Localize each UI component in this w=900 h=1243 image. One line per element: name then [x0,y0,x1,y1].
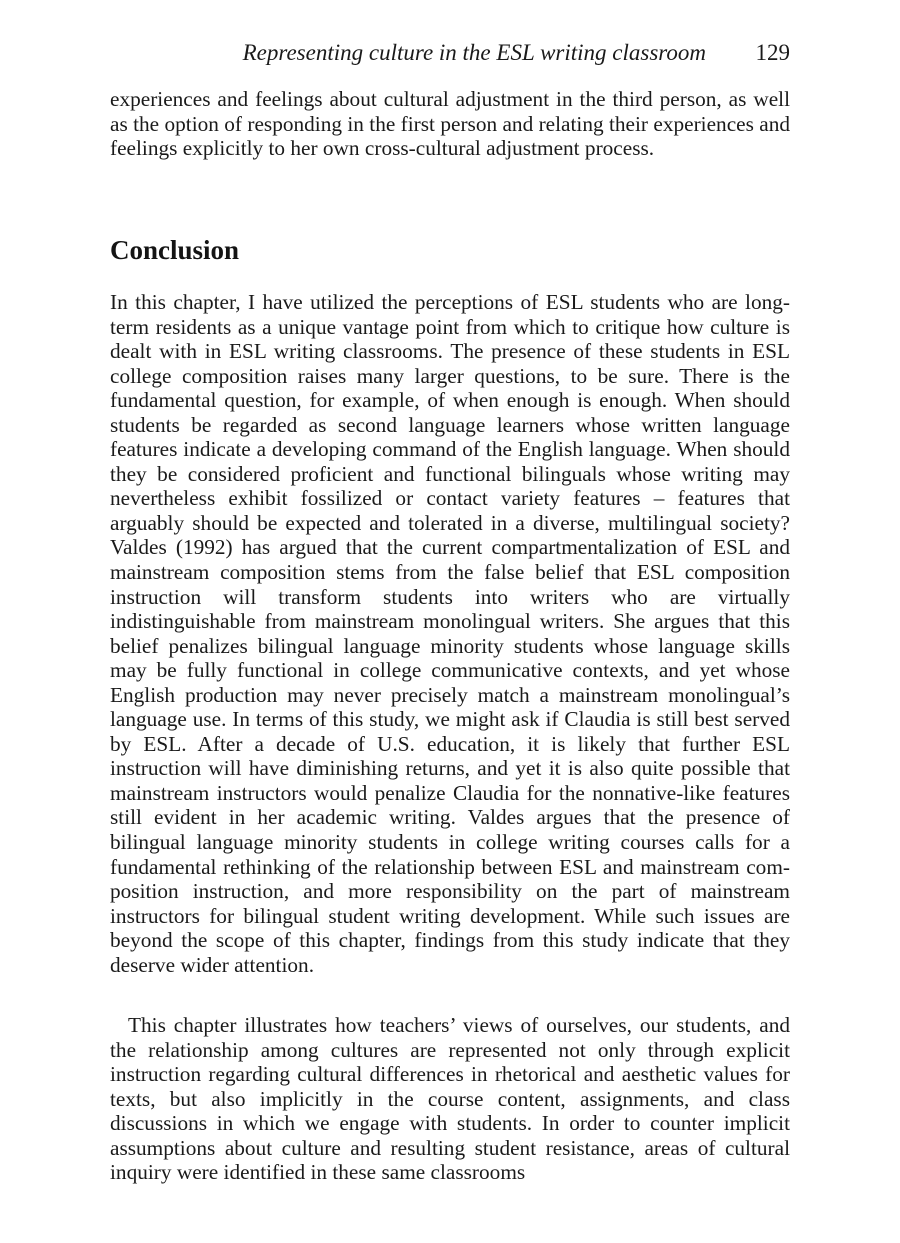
page-number: 129 [755,40,790,65]
running-head [110,38,790,68]
continuation-paragraph-block [110,87,790,161]
conclusion-paragraph-2-block [110,1013,790,1185]
conclusion-paragraph-1: In this chapter, I have utilized the perceptions of ESL students who are long-term residents as a unique vantage point from which to critique how culture is dealt with in ESL writing classrooms. The presence of these students in ESL college composition raises many larger questions, to be sure. There is the fundamental question, for example, of when enough is enough. When should students be regarded as second language learners whose written language features indicate a developing command of the English language. When should they be considered proficient and functional bilinguals whose writing may nevertheless exhibit fossilized or contact variety features – features that arguably should be expected and tolerated in a diverse, multilingual society? Valdes (1992) has argued that the current compartmentalization of ESL and mainstream composition stems from the false belief that ESL composition instruction will transform students into writers who are virtually indistinguishable from mainstream monolingual writers. She argues that this belief penalizes bilingual language minority students whose language skills may be fully functional in college communicative contexts, and yet whose English production may never precisely match a mainstream monolingual’s language use. In terms of this study, we might ask if Claudia is still best served by ESL. After a decade of U.S. education, it is likely that further ESL instruction will have diminishing returns, and yet it is also quite possible that mainstream instructors would penalize Claudia for the nonnative-like features still evident in her academic writing. Valdes argues that the presence of bilingual language minority students in college writing courses calls for a fundamental rethinking of the relationship between ESL and mainstream composition instruction, and more responsibility on the part of mainstream instructors for bilingual student writing development. While such issues are beyond the scope of this chapter, findings from this study indicate that they deserve wider attention. [110,290,790,977]
running-head-title: Representing culture in the ESL writing classroom [242,40,706,65]
conclusion-paragraph-1-block [110,290,790,977]
continuation-paragraph: experiences and feelings about cultural adjustment in the third person, as well as the option of responding in the first person and relating their experiences and feelings explicitly to her own cross-cultural adjustment process. [110,87,790,161]
conclusion-paragraph-2: This chapter illustrates how teachers’ views of ourselves, our students, and the relationship among cultures are represented not only through explicit instruction regarding cultural differences in rhetorical and aesthetic values for texts, but also implicitly in the course content, assignments, and class discussions in which we engage with students. In order to counter implicit assumptions about culture and resulting student resistance, areas of cultural inquiry were identified in these same classrooms [110,1013,790,1185]
section-heading: Conclusion [110,235,240,265]
